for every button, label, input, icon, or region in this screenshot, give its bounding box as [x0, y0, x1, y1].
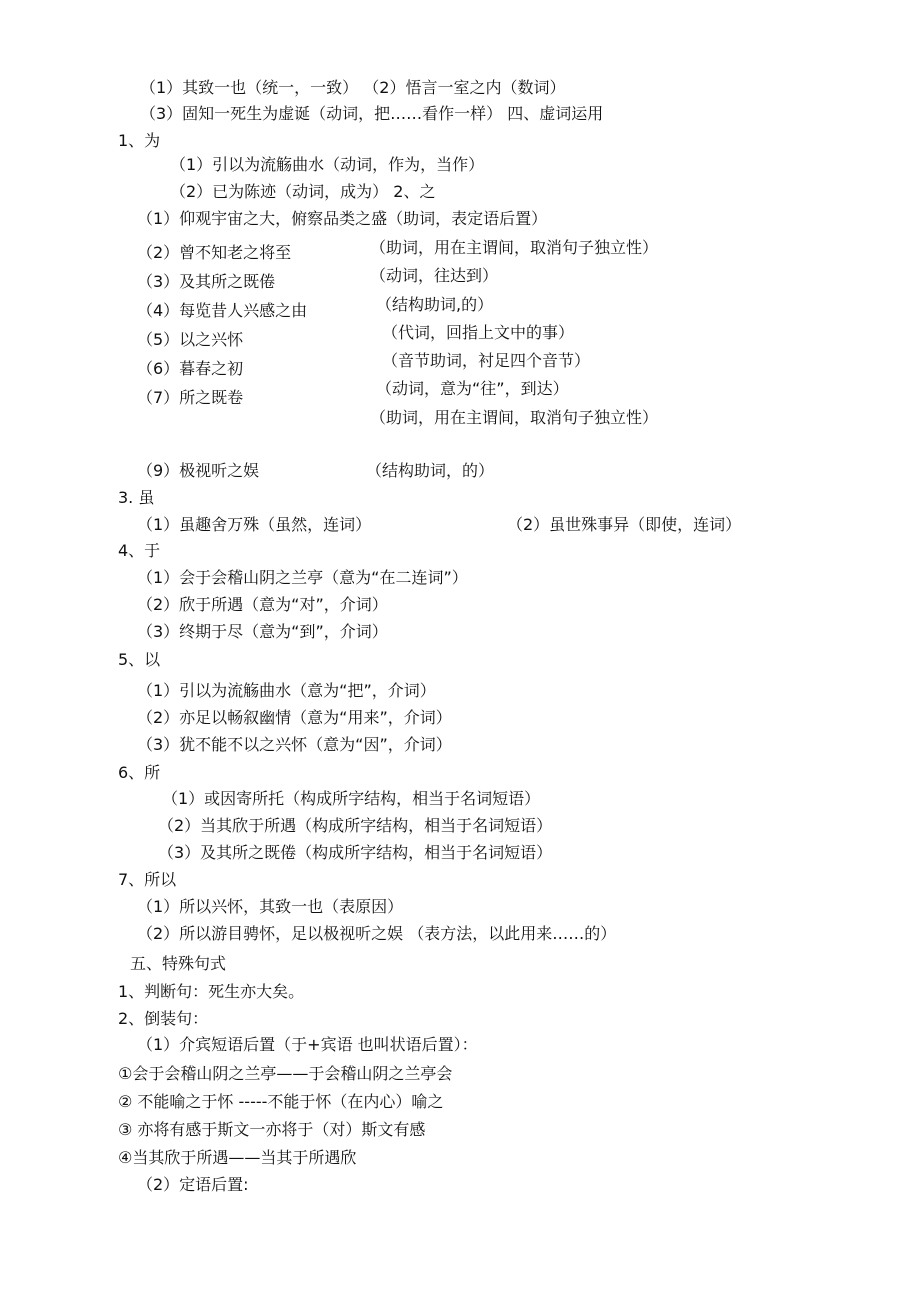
text-line: （2）所以游目骋怀，足以极视听之娱 （表方法，以此用来……的） — [137, 924, 617, 943]
text-line: （2）欣于所遇（意为“对”，介词） — [137, 595, 388, 614]
text-line: （3）终期于尽（意为“到”，介词） — [137, 622, 388, 641]
text-line: （1）所以兴怀，其致一也（表原因） — [137, 897, 404, 916]
text-line: （1）其致一也（统一，一致） （2）悟言一室之内（数词） — [140, 78, 566, 97]
example-note: （结构助词,的） — [376, 295, 494, 314]
example-note: （助词，用在主谓间，取消句子独立性） — [370, 238, 659, 257]
section-heading: 4、于 — [118, 541, 161, 560]
example-sentence: （2）曾不知老之将至 — [137, 243, 292, 262]
text-line: （2）当其欣于所遇（构成所字结构，相当于名词短语） — [158, 816, 553, 835]
text-line: （1）介宾短语后置（于+宾语 也叫状语后置）： — [137, 1035, 478, 1054]
text-line: （1）引以为流觞曲水（动词，作为，当作） — [170, 155, 485, 174]
text-line: 2、倒装句： — [118, 1009, 209, 1028]
example-note: （助词，用在主谓间，取消句子独立性） — [370, 408, 659, 427]
text-line: （1）会于会稽山阴之兰亭（意为“在二连词”） — [137, 568, 468, 587]
example-sentence: （5）以之兴怀 — [137, 330, 244, 349]
example-sentence: （7）所之既卷 — [137, 388, 244, 407]
section-heading: 3. 虽 — [118, 488, 155, 507]
text-line: ④当其欣于所遇——当其于所遇欣 — [118, 1148, 357, 1167]
text-line: （2）亦足以畅叙幽情（意为“用来”，介词） — [137, 708, 452, 727]
example-sentence: （4）每览昔人兴感之由 — [137, 301, 308, 320]
text-line: （2）虽世殊事异（即使，连词） — [507, 515, 742, 534]
text-line: （1）或因寄所托（构成所字结构，相当于名词短语） — [162, 789, 541, 808]
text-line: （3）及其所之既倦（构成所字结构，相当于名词短语） — [158, 843, 553, 862]
text-line: （1）虽趣舍万殊（虽然，连词） — [137, 515, 372, 534]
example-sentence: （9）极视听之娱 — [137, 461, 260, 480]
example-note: （代词，回指上文中的事） — [382, 323, 575, 342]
section-heading: 5、以 — [118, 650, 161, 669]
section-heading: 7、所以 — [118, 870, 177, 889]
text-line: ② 不能喻之于怀 -----不能于怀（在内心）喻之 — [118, 1092, 444, 1111]
text-line: （1）引以为流觞曲水（意为“把”，介词） — [137, 681, 436, 700]
example-note: （音节助词，衬足四个音节） — [382, 351, 591, 370]
text-line: ①会于会稽山阴之兰亭——于会稽山阴之兰亭会 — [118, 1064, 453, 1083]
text-line: ③ 亦将有感于斯文一亦将于（对）斯文有感 — [118, 1120, 426, 1139]
example-note: （动词，往达到） — [370, 266, 499, 285]
section-heading: 6、所 — [118, 763, 161, 782]
text-line: （2）已为陈迹（动词，成为） 2、之 — [170, 182, 436, 201]
text-line: 1、判断句：死生亦大矣。 — [118, 982, 305, 1001]
text-line: （1）仰观宇宙之大，俯察品类之盛（助词，表定语后置） — [137, 209, 548, 228]
text-line: （3）犹不能不以之兴怀（意为“因”，介词） — [137, 735, 452, 754]
example-note: （结构助词，的） — [366, 461, 495, 480]
example-note: （动词，意为“往”，到达） — [376, 379, 569, 398]
example-sentence: （3）及其所之既倦 — [137, 272, 276, 291]
text-line: （2）定语后置: — [137, 1175, 249, 1194]
text-line: （3）固知一死生为虚诞（动词，把……看作一样） 四、虚词运用 — [140, 104, 604, 123]
example-sentence: （6）暮春之初 — [137, 359, 244, 378]
section-heading: 1、为 — [118, 131, 161, 150]
section-heading: 五、特殊句式 — [130, 954, 227, 973]
